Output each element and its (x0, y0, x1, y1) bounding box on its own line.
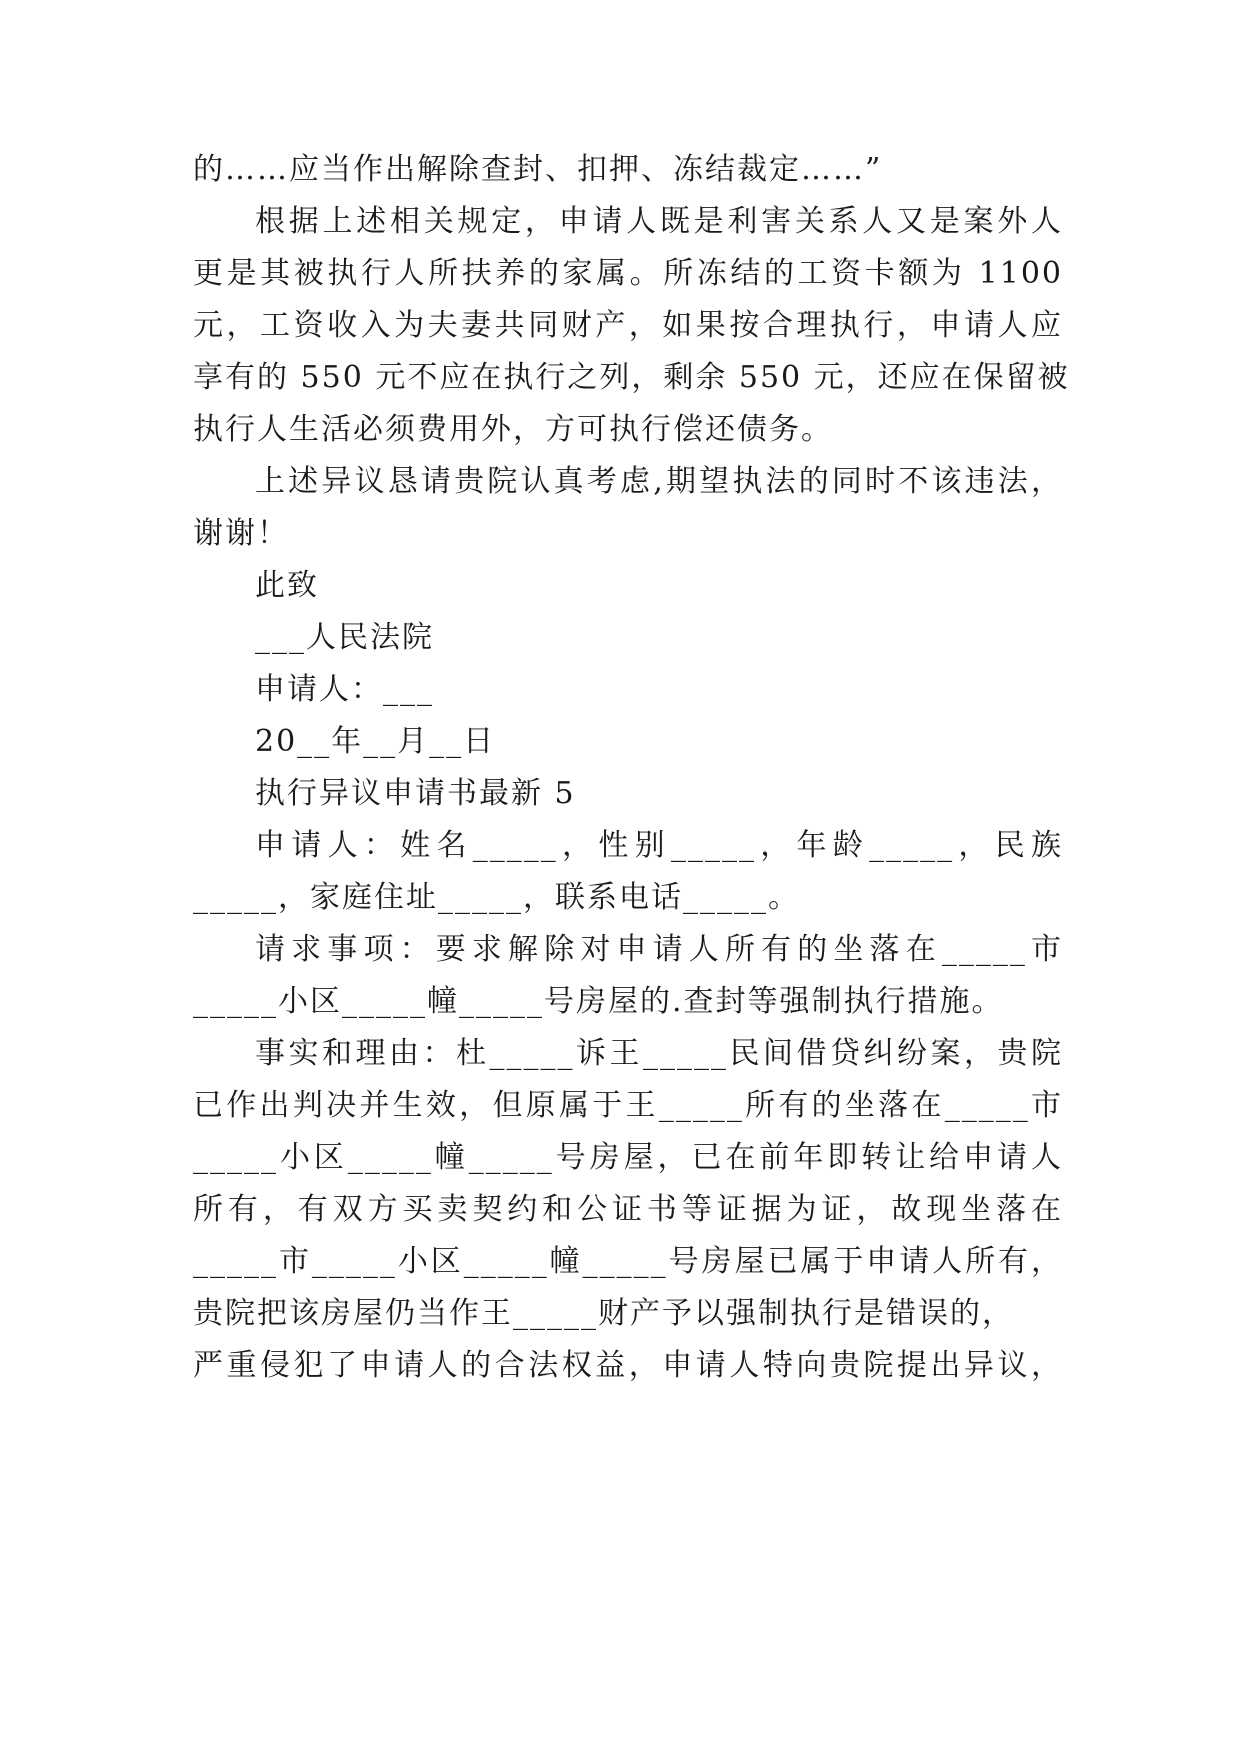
text-line-18: 事实和理由：杜_____诉王_____民间借贷纠纷案，贵院 (255, 1036, 1063, 1071)
addressee-court: ___人民法院 (255, 620, 434, 655)
section-title: 执行异议申请书最新 5 (255, 776, 576, 811)
applicant-signature: 申请人：___ (255, 672, 434, 707)
text-line-7: 上述异议恳请贵院认真考虑,期望执法的同时不该违法， (255, 464, 1063, 499)
date-line: 20__年__月__日 (255, 724, 496, 759)
text-line-14: 申请人：姓名_____，性别_____，年龄_____，民族 (255, 828, 1063, 863)
text-line-22: _____市_____小区_____幢_____号房屋已属于申请人所有， (193, 1244, 1063, 1279)
text-line-20: _____小区_____幢_____号房屋，已在前年即转让给申请人 (193, 1140, 1063, 1175)
text-line-5: 享有的 550 元不应在执行之列，剩余 550 元，还应在保留被 (193, 360, 1070, 395)
text-line-15: _____，家庭住址_____，联系电话_____。 (193, 880, 800, 915)
text-line-8: 谢谢！ (193, 516, 289, 551)
text-line-6: 执行人生活必须费用外，方可执行偿还债务。 (193, 412, 833, 447)
text-line-21: 所有，有双方买卖契约和公证书等证据为证，故现坐落在 (193, 1192, 1063, 1227)
salutation: 此致 (255, 568, 319, 603)
text-line-16: 请求事项：要求解除对申请人所有的坐落在_____市 (255, 932, 1063, 967)
text-line-3: 更是其被执行人所扶养的家属。所冻结的工资卡额为 1100 (193, 256, 1063, 291)
text-line-23: 贵院把该房屋仍当作王_____财产予以强制执行是错误的， (193, 1296, 1014, 1331)
text-line-2: 根据上述相关规定，申请人既是利害关系人又是案外人 (255, 204, 1063, 239)
text-line-17: _____小区_____幢_____号房屋的.查封等强制执行措施。 (193, 984, 1004, 1019)
text-line-24: 严重侵犯了申请人的合法权益，申请人特向贵院提出异议， (193, 1348, 1063, 1383)
text-line-19: 已作出判决并生效，但原属于王_____所有的坐落在_____市 (193, 1088, 1063, 1123)
text-line-1: 的……应当作出解除查封、扣押、冻结裁定……” (193, 152, 883, 187)
text-line-4: 元，工资收入为夫妻共同财产，如果按合理执行，申请人应 (193, 308, 1063, 343)
